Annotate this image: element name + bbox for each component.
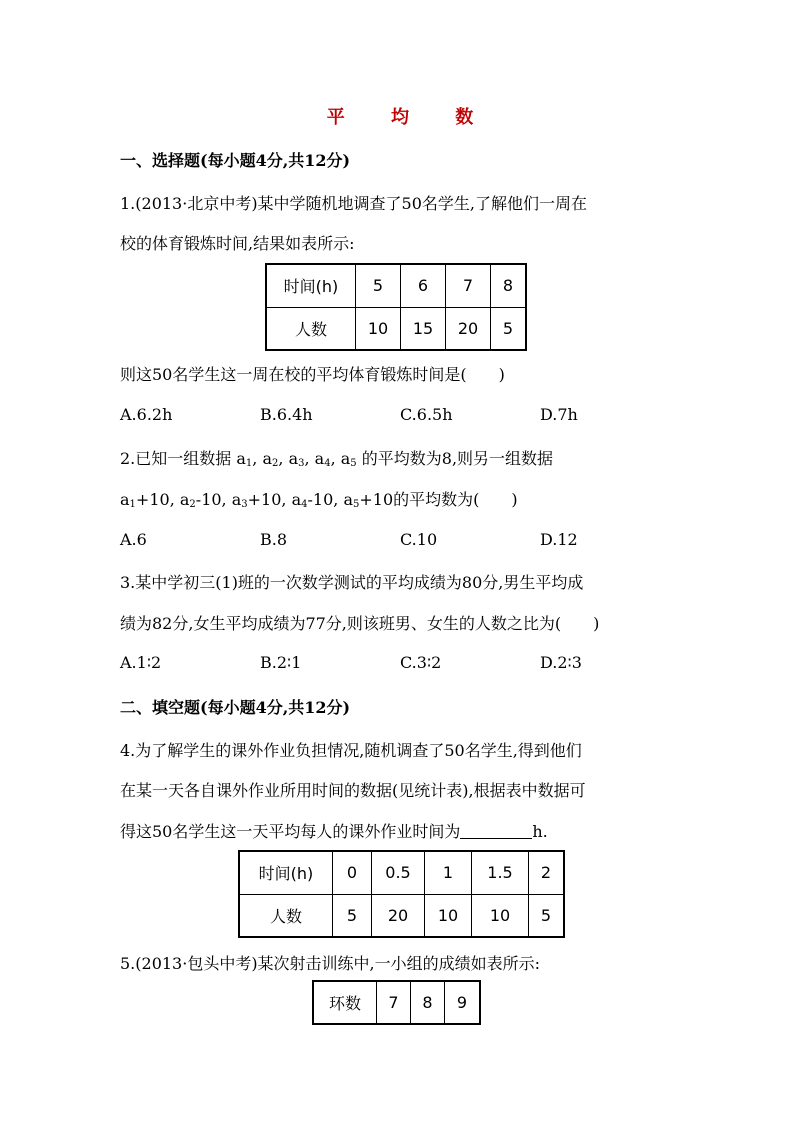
option-d: D.7h — [540, 405, 578, 424]
table-row — [313, 981, 480, 1024]
q4-line3-prefix: 得这50名学生这一天平均每人的课外作业时间为 — [120, 822, 461, 841]
q4-line3-suffix: h. — [532, 822, 548, 841]
option-c: C.3∶2 — [400, 653, 442, 672]
table-cell: 9 — [445, 981, 481, 1024]
page-title: 平 均 数 — [326, 107, 494, 128]
q4-table — [238, 850, 565, 938]
table-cell: 0 — [333, 851, 372, 894]
q1-line-1: 1.(2013·北京中考)某中学随机地调查了50名学生,了解他们一周在 — [120, 194, 588, 213]
table-cell: 1 — [425, 851, 472, 894]
table-cell: 5 — [333, 894, 372, 937]
table-cell: 5 — [356, 264, 401, 307]
table-cell: 10 — [356, 307, 401, 350]
q1-line-3: 则这50名学生这一周在校的平均体育锻炼时间是( ) — [120, 365, 505, 384]
table-cell: 环数 — [313, 981, 377, 1024]
q2-line-2 — [120, 487, 518, 510]
table-cell: 时间(h) — [239, 851, 333, 894]
table-cell: 6 — [401, 264, 446, 307]
table-cell: 10 — [425, 894, 472, 937]
q1-options — [120, 405, 680, 424]
table-cell: 人数 — [266, 307, 356, 350]
option-c: C.6.5h — [400, 405, 453, 424]
option-c: C.10 — [400, 530, 438, 549]
table-cell: 10 — [472, 894, 529, 937]
q3-line-1: 3.某中学初三(1)班的一次数学测试的平均成绩为80分,男生平均成 — [120, 573, 584, 592]
q1-table — [265, 263, 527, 351]
table-row — [266, 264, 526, 307]
q4-line-3 — [120, 819, 548, 842]
option-b: B.6.4h — [260, 405, 313, 424]
q5-line-1: 5.(2013·包头中考)某次射击训练中,一小组的成绩如表所示: — [120, 954, 541, 973]
table-cell: 20 — [372, 894, 425, 937]
table-cell: 2 — [529, 851, 565, 894]
q4-line-2: 在某一天各自课外作业所用时间的数据(见统计表),根据表中数据可 — [120, 781, 586, 800]
option-a: A.6.2h — [120, 405, 173, 424]
option-a: A.6 — [120, 530, 147, 549]
table-cell: 7 — [377, 981, 411, 1024]
q2-new-data-set: $a_1+10$, $a_2-10$, $a_3+10$, $a_4-10$, $a_5+10$ — [120, 490, 394, 510]
section-heading-fill: 二、填空题(每小题4分,共12分) — [120, 698, 351, 717]
table-cell: 5 — [529, 894, 565, 937]
q2-prefix: 2.已知一组数据 — [120, 449, 232, 468]
table-row — [239, 851, 564, 894]
table-cell: 20 — [446, 307, 491, 350]
q2-suffix: 的平均数为8,则另一组数据 — [361, 449, 554, 468]
table-cell: 0.5 — [372, 851, 425, 894]
q3-line-2: 绩为82分,女生平均成绩为77分,则该班男、女生的人数之比为( ) — [120, 614, 600, 633]
option-a: A.1∶2 — [120, 653, 162, 672]
table-cell: 8 — [491, 264, 527, 307]
answer-blank[interactable] — [460, 824, 532, 839]
table-cell: 5 — [491, 307, 527, 350]
option-b: B.2∶1 — [260, 653, 302, 672]
option-b: B.8 — [260, 530, 288, 549]
q2-line-1 — [120, 446, 553, 469]
option-d: D.12 — [540, 530, 578, 549]
q2-data-set: $a_1$, $a_2$, $a_3$, $a_4$, $a_5$ — [236, 449, 357, 469]
table-cell: 1.5 — [472, 851, 529, 894]
section-heading-choice: 一、选择题(每小题4分,共12分) — [120, 151, 351, 170]
q4-line-1: 4.为了解学生的课外作业负担情况,随机调查了50名学生,得到他们 — [120, 741, 582, 760]
table-cell: 15 — [401, 307, 446, 350]
q2-line2-suffix: 的平均数为( ) — [393, 490, 518, 509]
table-row — [266, 307, 526, 350]
table-cell: 7 — [446, 264, 491, 307]
q1-line-2: 校的体育锻炼时间,结果如表所示: — [120, 234, 355, 253]
table-cell: 人数 — [239, 894, 333, 937]
table-cell: 时间(h) — [266, 264, 356, 307]
q5-table — [312, 980, 481, 1025]
option-d: D.2∶3 — [540, 653, 582, 672]
q3-options — [120, 653, 680, 672]
q2-options — [120, 530, 680, 549]
table-cell: 8 — [411, 981, 445, 1024]
table-row — [239, 894, 564, 937]
